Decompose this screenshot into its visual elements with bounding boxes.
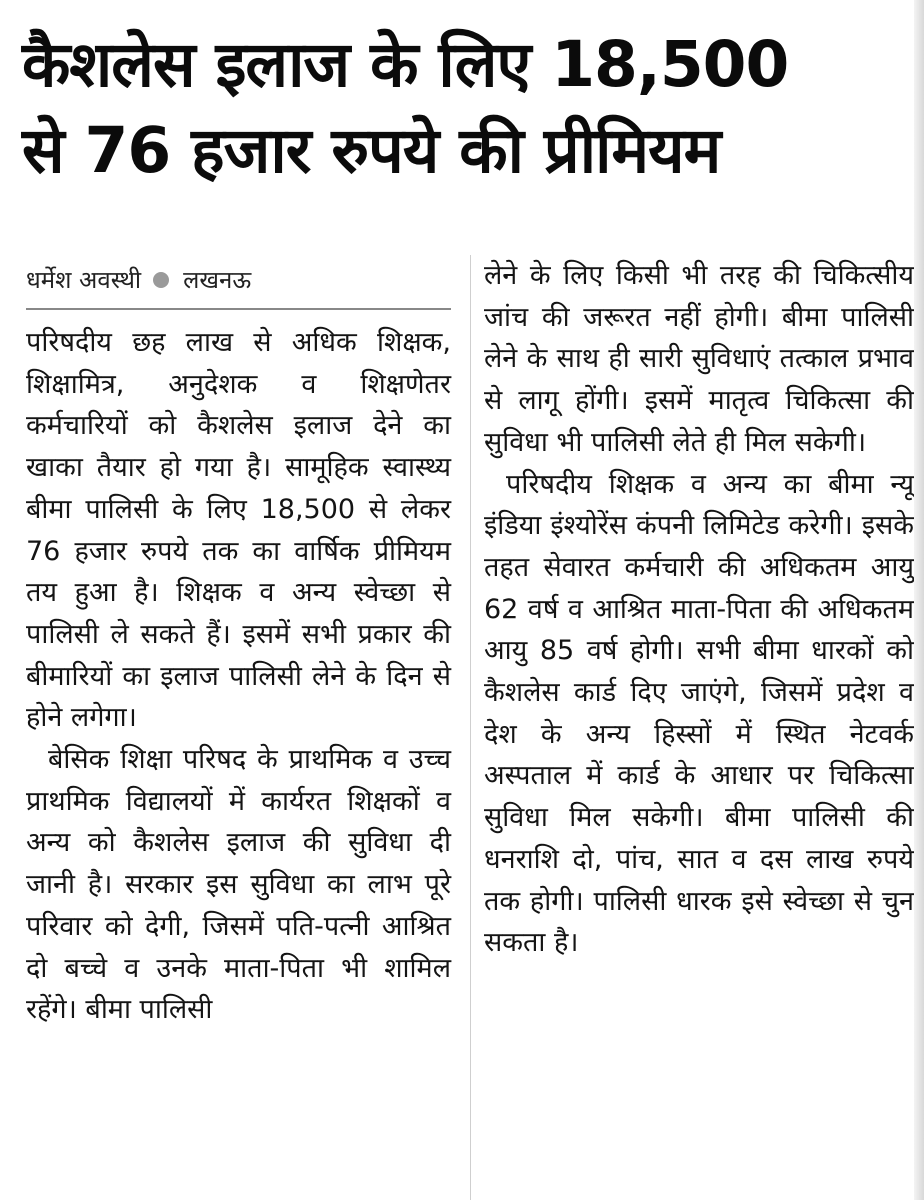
byline-location: लखनऊ bbox=[183, 266, 252, 294]
headline bbox=[22, 22, 902, 194]
article-column-left bbox=[26, 322, 451, 1031]
column-divider bbox=[470, 255, 471, 1200]
byline-author: धर्मेश अवस्थी bbox=[26, 266, 142, 294]
article-paragraph: लेने के लिए किसी भी तरह की चिकित्सीय जांच की जरूरत नहीं होगी। बीमा पालिसी लेने के साथ ही सारी सुविधाएं तत्काल प्रभाव से लागू होंगी। इसमें मातृत्व चिकित्सा की सुविधा भी पालिसी लेते ही मिल सकेगी। bbox=[484, 260, 914, 458]
headline-line-1: कैशलेस इलाज के लिए 18,500 bbox=[22, 28, 789, 101]
article-paragraph: परिषदीय छह लाख से अधिक शिक्षक, शिक्षामित्र, अनुदेशक व शिक्षणेतर कर्मचारियों को कैशलेस इलाज देने का खाका तैयार हो गया है। सामूहिक स्वास्थ्य बीमा पालिसी के लिए 18,500 से लेकर 76 हजार रुपये तक का वार्षिक प्रीमियम तय हुआ है। शिक्षक व अन्य स्वेच्छा से पालिसी ले सकते हैं। इसमें सभी प्रकार की बीमारियों का इलाज पालिसी लेने के दिन से होने लगेगा। bbox=[26, 327, 451, 734]
headline-line-2: से 76 हजार रुपये की प्रीमियम bbox=[22, 114, 721, 187]
article-paragraph: परिषदीय शिक्षक व अन्य का बीमा न्यू इंडिया इंश्योरेंस कंपनी लिमिटेड करेगी। इसके तहत सेवारत कर्मचारी की अधिकतम आयु 62 वर्ष व आश्रित माता-पिता की अधिकतम आयु 85 वर्ष होगी। सभी बीमा धारकों को कैशलेस कार्ड दिए जाएंगे, जिसमें प्रदेश व देश के अन्य हिस्सों में स्थित नेटवर्क अस्पताल में कार्ड के आधार पर चिकित्सा सुविधा मिल सकेगी। बीमा पालिसी की धनराशि दो, पांच, सात व दस लाख रुपये तक होगी। पालिसी धारक इसे स्वेच्छा से चुन सकता है। bbox=[484, 468, 914, 959]
bullet-dot-icon bbox=[153, 272, 169, 288]
page-edge-shadow bbox=[914, 0, 924, 1200]
byline bbox=[26, 262, 456, 298]
article-paragraph: बेसिक शिक्षा परिषद के प्राथमिक व उच्च प्राथमिक विद्यालयों में कार्यरत शिक्षकों व अन्य को कैशलेस इलाज की सुविधा दी जानी है। सरकार इस सुविधा का लाभ पूरे परिवार को देगी, जिसमें पति-पत्नी आश्रित दो बच्चे व उनके माता-पिता भी शामिल रहेंगे। बीमा पालिसी bbox=[26, 744, 451, 1026]
byline-divider bbox=[26, 308, 451, 310]
article-column-right bbox=[484, 255, 914, 964]
